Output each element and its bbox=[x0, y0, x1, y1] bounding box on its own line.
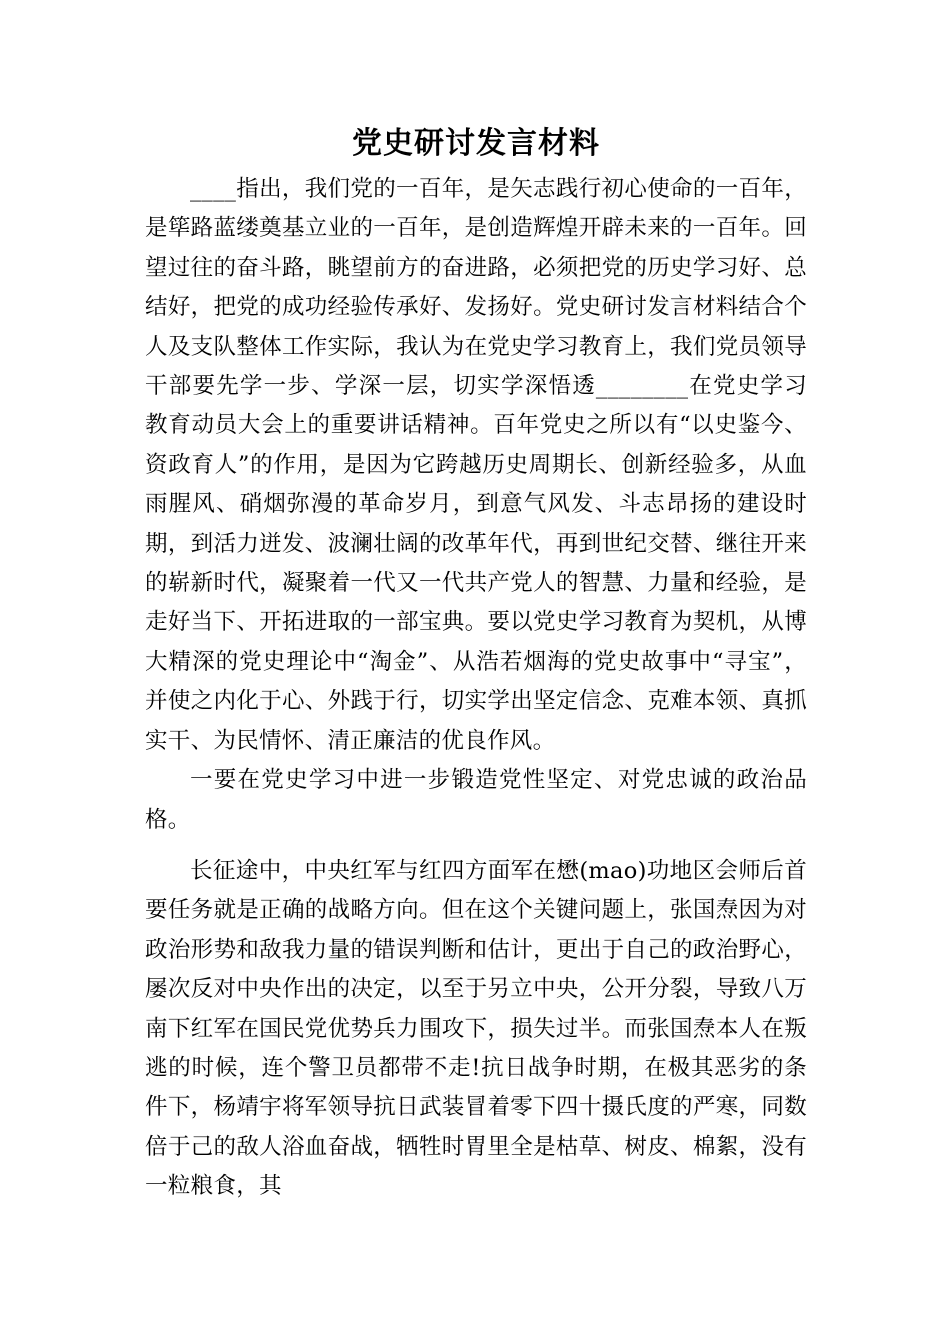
body-paragraph: ____指出，我们党的一百年，是矢志践行初心使命的一百年，是筚路蓝缕奠基立业的一百年，是创造辉煌开辟未来的一百年。回望过往的奋斗路，眺望前方的奋进路，必须把党的历史学习好、总结好，把党的成功经验传承好、发扬好。党史研讨发言材料结合个人及支队整体工作实际，我认为在党史学习教育上，我们党员领导干部要先学一步、学深一层，切实学深悟透________在党史学习教育动员大会上的重要讲话精神。百年党史之所以有“以史鉴今、资政育人”的作用，是因为它跨越历史周期长、创新经验多，从血雨腥风、硝烟弥漫的革命岁月，到意气风发、斗志昂扬的建设时期，到活力迸发、波澜壮阔的改革年代，再到世纪交替、继往开来的崭新时代，凝聚着一代又一代共产党人的智慧、力量和经验，是走好当下、开拓进取的一部宝典。要以党史学习教育为契机，从博大精深的党史理论中“淘金”、从浩若烟海的党史故事中“寻宝”，并使之内化于心、外践于行，切实学出坚定信念、克难本领、真抓实干、为民情怀、清正廉洁的优良作风。 bbox=[145, 176, 807, 754]
section-heading-paragraph: 一要在党史学习中进一步锻造党性坚定、对党忠诚的政治品格。 bbox=[145, 767, 807, 833]
document-title: 党史研讨发言材料 bbox=[352, 126, 600, 161]
document-page bbox=[145, 118, 807, 1207]
body-paragraph: 长征途中，中央红军与红四方面军在懋(mao)功地区会师后首要任务就是正确的战略方向。但在这个关键问题上，张国焘因为对政治形势和敌我力量的错误判断和估计，更出于自己的政治野心，屡次反对中央作出的决定，以至于另立中央，公开分裂，导致八万南下红军在国民党优势兵力围攻下，损失过半。而张国焘本人在叛逃的时候，连个警卫员都带不走!抗日战争时期，在极其恶劣的条件下，杨靖宇将军领导抗日武装冒着零下四十摄氏度的严寒，同数倍于己的敌人浴血奋战，牺牲时胃里全是枯草、树皮、棉絮，没有一粒粮食，其 bbox=[145, 857, 807, 1200]
